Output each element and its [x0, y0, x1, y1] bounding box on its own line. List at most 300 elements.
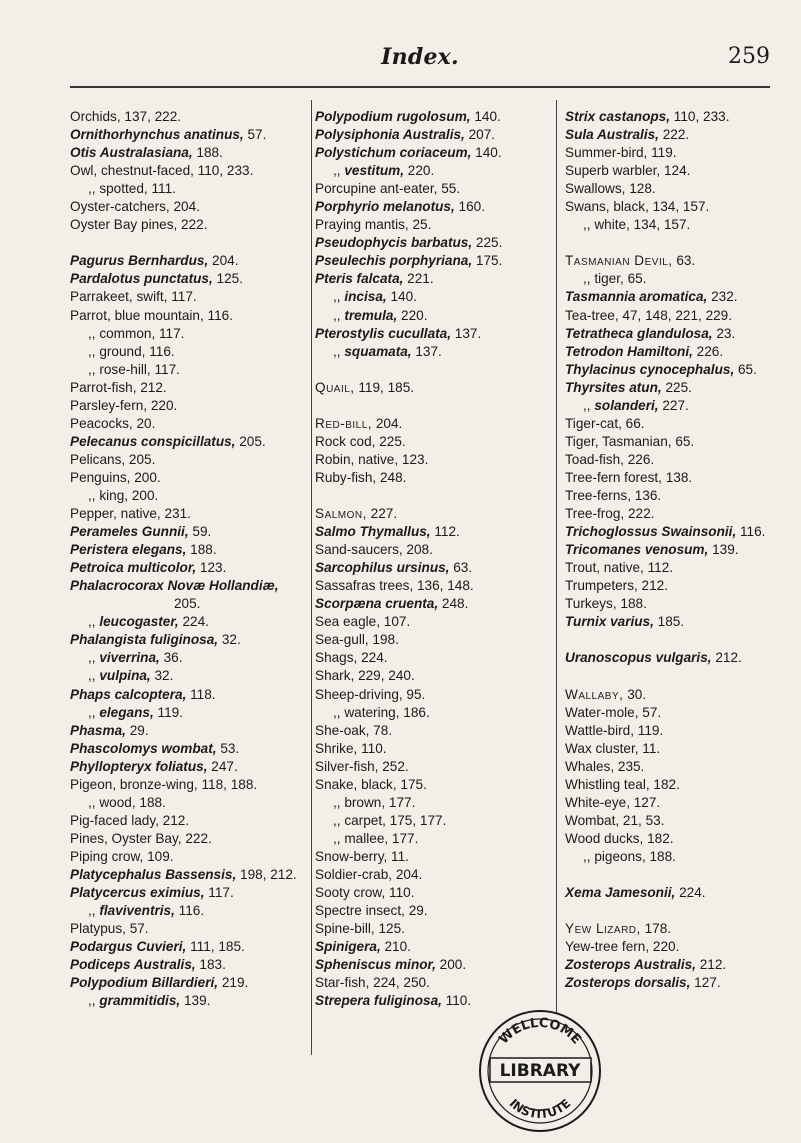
index-entry [315, 433, 555, 451]
entry-text: Penguins, 200. [70, 469, 161, 485]
entry-text: 29. [125, 722, 149, 738]
entry-term-italic: Spinigera, [315, 939, 381, 955]
index-entry [70, 216, 305, 234]
entry-text: Sea-gull, 198. [315, 632, 399, 648]
entry-text: 224. [178, 614, 209, 630]
index-entry [70, 992, 305, 1010]
entry-text: Praying mantis, 25. [315, 217, 432, 233]
index-entry [70, 830, 305, 848]
index-column-2 [315, 108, 555, 1010]
index-entry [315, 523, 555, 541]
index-entry [565, 884, 785, 902]
entry-term-italic: Polypodium rugolosum, [315, 109, 471, 124]
index-entry [315, 595, 555, 613]
index-entry [70, 487, 305, 505]
index-entry [565, 252, 785, 270]
index-entry [315, 216, 555, 234]
entry-text: Pigeon, bronze-wing, 118, 188. [70, 776, 258, 792]
index-entry [565, 722, 785, 740]
entry-text: 204. [372, 415, 403, 431]
entry-text: ,, spotted, 111. [88, 181, 176, 197]
entry-term-heading: Tasmanian Devil, [565, 253, 673, 269]
entry-text: 111, 185. [186, 939, 245, 955]
entry-text: 110, 233. [670, 109, 730, 124]
index-entry [315, 198, 555, 216]
entry-term-italic: Spheniscus minor, [315, 957, 436, 973]
index-entry [565, 307, 785, 325]
index-entry [315, 577, 555, 595]
stamp-top-text: WELLCOME [496, 1015, 584, 1048]
entry-text: ,, [88, 650, 100, 666]
entry-text: 219. [218, 975, 249, 991]
entry-text: Pig-faced lady, 212. [70, 812, 190, 828]
index-entry [70, 758, 305, 776]
entry-term-italic: Tricomanes venosum, [565, 542, 709, 558]
entry-term-heading: Wallaby, [565, 686, 624, 702]
entry-text: 32. [218, 632, 241, 648]
index-entry [565, 108, 785, 126]
entry-text: ,, [88, 704, 100, 720]
entry-text: Tree-fern forest, 138. [565, 469, 693, 485]
entry-term-italic: Polypodium Billardieri, [70, 975, 219, 991]
index-entry [565, 956, 785, 974]
index-entry [70, 162, 305, 180]
index-entry [565, 343, 785, 361]
entry-text: Wombat, 21, 53. [565, 812, 665, 828]
entry-term-italic: Platycephalus Bassensis, [70, 866, 237, 882]
index-entry [70, 180, 305, 198]
section-gap [565, 234, 785, 252]
entry-text: 123. [196, 560, 227, 576]
index-entry [70, 505, 305, 523]
entry-term-italic: Zosterops Australis, [565, 957, 696, 973]
entry-text: Tree-ferns, 136. [565, 487, 662, 503]
index-entry [315, 956, 555, 974]
entry-text: ,, [88, 993, 100, 1009]
entry-text: Tiger, Tasmanian, 65. [565, 433, 695, 449]
entry-term-italic: vestitum, [344, 163, 405, 179]
index-entry [70, 108, 305, 126]
index-entry [315, 848, 555, 866]
entry-text: Ruby-fish, 248. [315, 469, 407, 485]
entry-term-italic: Perameles Gunnii, [70, 524, 189, 540]
entry-text: 204. [208, 253, 239, 269]
index-entry [70, 451, 305, 469]
entry-term-italic: solanderi, [594, 397, 659, 413]
entry-text: Yew-tree fern, 220. [565, 939, 680, 955]
section-gap [70, 234, 305, 252]
entry-text: Rock cod, 225. [315, 433, 406, 449]
index-column-1 [70, 108, 305, 1010]
index-entry [315, 415, 555, 433]
index-entry [70, 704, 305, 722]
page-title: Index. [381, 44, 459, 70]
entry-text: ,, common, 117. [88, 325, 185, 341]
entry-term-heading: Yew Lizard, [565, 921, 641, 937]
entry-text: 53. [216, 740, 240, 756]
entry-text: Sheep-driving, 95. [315, 686, 426, 702]
index-entry [70, 649, 305, 667]
entry-text: 110. [441, 993, 472, 1009]
entry-text: 207. [464, 127, 496, 143]
index-entry [565, 758, 785, 776]
entry-term-italic: Thylacinus cynocephalus, [565, 361, 735, 377]
index-entry [70, 343, 305, 361]
index-entry [70, 848, 305, 866]
index-entry [565, 595, 785, 613]
entry-text: Star-fish, 224, 250. [315, 975, 430, 991]
entry-text: 225. [472, 235, 503, 251]
index-entry [315, 667, 555, 685]
entry-text: Shark, 229, 240. [315, 668, 415, 684]
entry-text: Whistling teal, 182. [565, 776, 680, 792]
entry-term-italic: Tetrodon Hamiltoni, [565, 343, 693, 359]
entry-text: 232. [707, 289, 738, 305]
column-divider [311, 100, 312, 1055]
entry-text: 225. [661, 379, 692, 395]
index-entry [315, 704, 555, 722]
section-gap [565, 866, 785, 884]
entry-term-italic: Pelecanus conspicillatus, [70, 433, 236, 449]
entry-text: Robin, native, 123. [315, 451, 429, 467]
entry-text: Parrot-fish, 212. [70, 379, 167, 395]
entry-text: White-eye, 127. [565, 794, 661, 810]
entry-text: 139. [180, 993, 211, 1009]
index-entry [315, 884, 555, 902]
index-entry [315, 758, 555, 776]
entry-text: Peacocks, 20. [70, 415, 156, 431]
index-entry [70, 523, 305, 541]
entry-text: Soldier-crab, 204. [315, 866, 423, 882]
entry-text: ,, white, 134, 157. [583, 217, 691, 233]
entry-term-italic: squamata, [344, 343, 412, 359]
index-entry [70, 379, 305, 397]
index-entry [315, 649, 555, 667]
entry-text: ,, king, 200. [88, 487, 159, 503]
entry-text: ,, [333, 163, 345, 179]
index-entry [565, 938, 785, 956]
section-gap [315, 397, 555, 415]
entry-text: 140. [386, 289, 417, 305]
index-entry [315, 740, 555, 758]
index-entry [315, 325, 555, 343]
index-entry [315, 938, 555, 956]
entry-text: 127. [690, 975, 721, 991]
index-entry [70, 938, 305, 956]
entry-text: 119. [153, 704, 183, 720]
index-entry [565, 974, 785, 992]
entry-term-italic: vulpina, [99, 668, 151, 684]
index-entry [315, 144, 555, 162]
entry-text: 139. [708, 542, 739, 558]
entry-text: 188. [186, 542, 217, 558]
index-entry [565, 577, 785, 595]
entry-term-italic: grammitidis, [99, 993, 181, 1009]
index-entry [565, 704, 785, 722]
entry-text: Tiger-cat, 66. [565, 415, 645, 431]
entry-term-italic: Uranoscopus vulgaris, [565, 650, 712, 666]
entry-text: Snake, black, 175. [315, 776, 427, 792]
index-entry [70, 920, 305, 938]
index-entry [70, 397, 305, 415]
index-entry [565, 920, 785, 938]
index-entry [565, 433, 785, 451]
entry-text: 63. [672, 253, 696, 269]
entry-term-italic: Phalangista fuliginosa, [70, 632, 219, 648]
entry-text: Tea-tree, 47, 148, 221, 229. [565, 307, 733, 323]
entry-text: Pepper, native, 231. [70, 506, 191, 522]
index-entry [315, 126, 555, 144]
index-entry [565, 144, 785, 162]
index-entry [315, 722, 555, 740]
entry-text: 220. [397, 307, 428, 323]
entry-text: ,, [88, 614, 100, 630]
entry-text: Oyster-catchers, 204. [70, 199, 200, 215]
index-entry [565, 451, 785, 469]
index-entry [70, 325, 305, 343]
entry-text: Toad-fish, 226. [565, 451, 655, 467]
index-entry [70, 722, 305, 740]
index-entry [70, 686, 305, 704]
index-entry [565, 216, 785, 234]
entry-text: 227. [366, 506, 398, 522]
index-entry [70, 613, 305, 631]
entry-text: ,, ground, 116. [88, 343, 175, 359]
entry-term-italic: Xema Jamesonii, [565, 885, 676, 901]
entry-text: Wax cluster, 11. [565, 740, 661, 756]
stamp-middle-text: LIBRARY [499, 1061, 581, 1081]
index-entry [315, 180, 555, 198]
index-entry [565, 794, 785, 812]
index-entry [70, 288, 305, 306]
index-entry [70, 956, 305, 974]
entry-text: Wattle-bird, 119. [565, 722, 664, 738]
entry-text: Swallows, 128. [565, 181, 656, 197]
entry-text: ,, [88, 668, 100, 684]
entry-text: ,, tiger, 65. [583, 271, 647, 287]
entry-text: 226. [692, 343, 724, 359]
entry-text: 23. [712, 325, 736, 341]
entry-text: Shrike, 110. [315, 740, 387, 756]
entry-text: ,, rose-hill, 117. [88, 361, 180, 377]
entry-term-italic: Phyllopteryx foliatus, [70, 758, 208, 774]
entry-term-italic: elegans, [99, 704, 154, 720]
library-stamp [468, 1006, 613, 1136]
entry-text: 205. [235, 433, 266, 449]
entry-text: 65. [734, 361, 757, 377]
entry-term-italic: Phaps calcoptera, [70, 686, 187, 702]
entry-term-italic: Tasmannia aromatica, [565, 289, 708, 305]
entry-text: 205. [174, 596, 201, 612]
index-entry [70, 577, 305, 595]
index-entry [565, 270, 785, 288]
entry-term-italic: Pardalotus punctatus, [70, 271, 213, 287]
entry-term-italic: Phasma, [70, 722, 126, 738]
index-entry [315, 451, 555, 469]
index-entry [565, 180, 785, 198]
index-entry [315, 234, 555, 252]
index-entry [70, 631, 305, 649]
index-entry [565, 812, 785, 830]
entry-term-italic: Ornithorhynchus anatinus, [70, 127, 244, 143]
index-entry [70, 541, 305, 559]
entry-text: 227. [658, 397, 689, 413]
index-entry [70, 794, 305, 812]
entry-text: Superb warbler, 124. [565, 163, 691, 179]
entry-term-italic: Strix castanops, [565, 109, 671, 124]
entry-text: 59. [188, 524, 212, 540]
entry-text: Pines, Oyster Bay, 222. [70, 830, 212, 846]
entry-text: ,, [88, 903, 100, 919]
index-entry [565, 198, 785, 216]
index-entry [70, 252, 305, 270]
index-entry [315, 343, 555, 361]
section-gap [315, 487, 555, 505]
entry-term-italic: Pagurus Bernhardus, [70, 253, 209, 269]
entry-text: 221. [403, 271, 434, 287]
entry-text: 32. [150, 668, 174, 684]
entry-text: Trumpeters, 212. [565, 578, 669, 594]
entry-term-italic: Strepera fuliginosa, [315, 993, 442, 1009]
entry-text: Pelicans, 205. [70, 451, 156, 467]
index-entry [315, 866, 555, 884]
index-entry [315, 776, 555, 794]
entry-term-italic: Pteris falcata, [315, 271, 404, 287]
entry-term-italic: Turnix varius, [565, 614, 654, 630]
entry-text: 188. [192, 145, 223, 161]
index-entry [315, 379, 555, 397]
index-entry [70, 126, 305, 144]
index-entry [315, 830, 555, 848]
entry-text: Whales, 235. [565, 758, 645, 774]
entry-term-italic: Podargus Cuvieri, [70, 939, 187, 955]
entry-term-italic: Zosterops dorsalis, [565, 975, 691, 991]
index-entry [315, 686, 555, 704]
entry-text: 175. [472, 253, 503, 269]
entry-text: Trout, native, 112. [565, 560, 674, 576]
index-entry [70, 812, 305, 830]
index-entry [315, 613, 555, 631]
entry-term-heading: Red-bill, [315, 415, 373, 431]
entry-text: 220. [404, 163, 435, 179]
index-entry [565, 830, 785, 848]
entry-term-italic: Tetratheca glandulosa, [565, 325, 713, 341]
entry-text: Parsley-fern, 220. [70, 397, 178, 413]
entry-term-heading: Salmon, [315, 506, 367, 522]
column-divider [556, 100, 557, 1055]
index-entry [315, 974, 555, 992]
entry-text: Tree-frog, 222. [565, 506, 655, 522]
index-entry [565, 469, 785, 487]
index-entry [565, 397, 785, 415]
entry-text: 118. [186, 686, 216, 702]
entry-text: 200. [435, 957, 467, 973]
entry-text: 212. [711, 650, 742, 666]
entry-term-italic: Pseulechis porphyriana, [315, 253, 473, 269]
entry-text: Wood ducks, 182. [565, 830, 674, 846]
index-entry [315, 252, 555, 270]
entry-text: Piping crow, 109. [70, 848, 174, 864]
entry-term-italic: Sarcophilus ursinus, [315, 560, 450, 576]
entry-text: 57. [243, 127, 267, 143]
index-entry [565, 361, 785, 379]
entry-term-italic: Pterostylis cucullata, [315, 325, 451, 341]
entry-text: Spectre insect, 29. [315, 903, 428, 919]
entry-term-italic: Platycercus eximius, [70, 885, 205, 901]
entry-text: 224. [675, 885, 706, 901]
index-entry [70, 144, 305, 162]
entry-text: 125. [212, 271, 243, 287]
entry-term-italic: Petroica multicolor, [70, 560, 197, 576]
entry-text: Sea eagle, 107. [315, 614, 411, 630]
index-entry [565, 162, 785, 180]
entry-text: Spine-bill, 125. [315, 921, 405, 937]
entry-term-italic: Polystichum coriaceum, [315, 145, 472, 161]
header-rule [70, 86, 770, 88]
entry-term-italic: tremula, [344, 307, 398, 323]
index-entry [315, 469, 555, 487]
index-entry [565, 288, 785, 306]
index-entry [70, 307, 305, 325]
entry-term-italic: Salmo Thymallus, [315, 524, 431, 540]
entry-text: Owl, chestnut-faced, 110, 233. [70, 163, 254, 179]
entry-text: Water-mole, 57. [565, 704, 662, 720]
index-entry [315, 631, 555, 649]
entry-term-italic: Pseudophycis barbatus, [315, 235, 473, 251]
index-entry [70, 902, 305, 920]
index-entry [565, 487, 785, 505]
section-gap [565, 667, 785, 685]
index-entry [315, 270, 555, 288]
entry-text: Snow-berry, 11. [315, 848, 409, 864]
section-gap [565, 902, 785, 920]
entry-text: 36. [159, 650, 183, 666]
index-entry [565, 613, 785, 631]
entry-text: Silver-fish, 252. [315, 758, 409, 774]
entry-text: ,, [333, 289, 345, 305]
entry-text: Parrakeet, swift, 117. [70, 289, 197, 305]
stamp-bottom-text: INSTITUTE [506, 1096, 574, 1122]
index-entry [315, 920, 555, 938]
entry-text: 160. [454, 199, 485, 215]
entry-term-italic: flaviventris, [99, 903, 175, 919]
index-entry [315, 288, 555, 306]
entry-text: Sassafras trees, 136, 148. [315, 578, 474, 594]
entry-text: 140. [471, 145, 502, 161]
index-entry [315, 794, 555, 812]
index-entry [70, 776, 305, 794]
entry-term-heading: Quail, [315, 379, 355, 395]
index-entry [315, 307, 555, 325]
index-entry [70, 469, 305, 487]
entry-term-italic: Phascolomys wombat, [70, 740, 217, 756]
entry-text: Turkeys, 188. [565, 596, 647, 612]
entry-text: Orchids, 137, 222. [70, 109, 182, 124]
entry-text: 210. [380, 939, 411, 955]
index-entry [315, 541, 555, 559]
entry-text: Platypus, 57. [70, 921, 149, 937]
index-entry [565, 649, 785, 667]
entry-text: 248. [438, 596, 469, 612]
index-entry [565, 740, 785, 758]
index-entry [70, 198, 305, 216]
entry-text: 116. [174, 903, 205, 919]
entry-term-italic: Porphyrio melanotus, [315, 199, 455, 215]
entry-term-italic: Phalacrocorax Novæ Hollandiæ, [70, 578, 279, 594]
entry-text: 117. [204, 885, 234, 901]
entry-term-italic: Thyrsites atun, [565, 379, 662, 395]
entry-text: 222. [658, 127, 690, 143]
